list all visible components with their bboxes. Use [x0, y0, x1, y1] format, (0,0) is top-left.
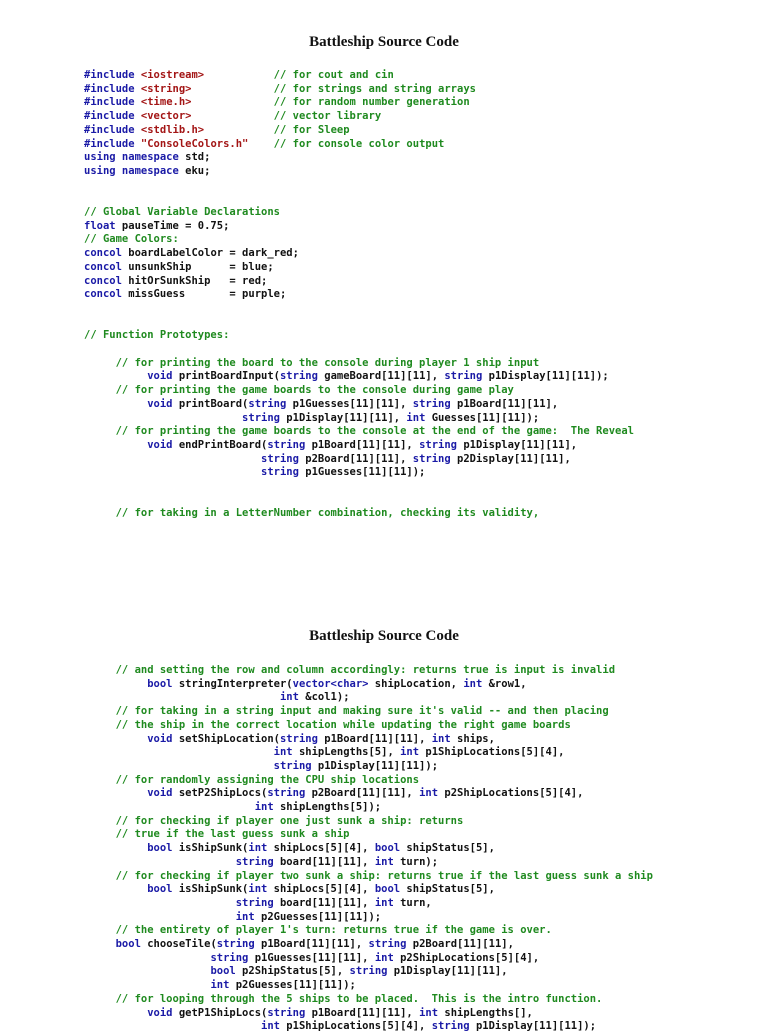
code-line	[84, 370, 609, 384]
code-token: turn);	[393, 855, 439, 868]
code-token	[84, 691, 280, 703]
code-token: <vector>	[140, 110, 192, 123]
code-token: shipLengths[],	[438, 1006, 533, 1019]
code-token: p1Board[11][11],	[305, 1006, 420, 1019]
code-token: int	[210, 979, 230, 992]
code-token: void	[147, 732, 173, 745]
code-token: bool	[147, 842, 173, 855]
code-token: isShipSunk(	[172, 842, 249, 855]
code-token: string	[419, 438, 458, 451]
code-token: p1ShipLocations[5][4],	[279, 1020, 432, 1033]
code-line	[84, 384, 514, 398]
code-token: // true if the last guess sunk a ship	[115, 828, 350, 841]
code-token: #include	[84, 123, 141, 136]
code-token: Guesses[11][11]);	[425, 411, 540, 424]
code-token: concol	[84, 247, 122, 260]
code-token	[84, 412, 242, 424]
code-line	[84, 746, 564, 760]
code-token	[84, 705, 116, 717]
code-token: string	[279, 732, 318, 745]
code-token: void	[147, 370, 173, 383]
code-token: int	[419, 1006, 439, 1019]
code-token: printBoard(	[172, 397, 249, 410]
code-token: // for random number generation	[273, 96, 470, 109]
code-token	[84, 1007, 147, 1019]
code-token: bool	[210, 965, 236, 978]
code-token: shipLocs[5][4],	[267, 842, 375, 855]
code-token	[84, 357, 116, 369]
code-token	[84, 733, 147, 745]
code-token: int	[400, 746, 420, 759]
code-token: shipLengths[5],	[292, 746, 401, 759]
code-line	[84, 705, 609, 719]
code-line	[84, 124, 350, 138]
code-token: getP1ShipLocs(	[172, 1006, 268, 1019]
code-token: string	[368, 938, 407, 950]
code-line	[84, 828, 350, 842]
code-token: // vector library	[273, 110, 382, 123]
code-token: int	[419, 787, 439, 800]
code-token: eku;	[178, 164, 211, 177]
code-token: string	[273, 759, 312, 772]
code-token: stringInterpreter(	[172, 677, 293, 690]
code-token: &row1,	[482, 677, 527, 690]
code-token: p2ShipStatus[5],	[235, 965, 350, 978]
code-token: string	[267, 1006, 306, 1019]
code-token: isShipSunk(	[172, 883, 249, 896]
code-token: string	[242, 411, 280, 424]
code-line	[84, 856, 438, 870]
code-token	[84, 911, 236, 923]
code-token: // for looping through the 5 ships to be placed. This is the intro function.	[115, 992, 603, 1005]
code-token	[191, 83, 273, 95]
code-token: p2Board[11][11],	[298, 452, 413, 465]
code-token: p1Guesses[11][11]);	[298, 466, 426, 479]
code-token: setShipLocation(	[172, 732, 280, 745]
code-token	[84, 453, 261, 465]
code-token: // for printing the game boards to the console during game play	[115, 384, 514, 397]
code-token: concol	[84, 260, 122, 273]
code-token: "ConsoleColors.h"	[140, 137, 249, 150]
code-line	[84, 466, 425, 480]
code-token	[84, 897, 236, 909]
page-title: Battleship Source Code	[309, 34, 459, 50]
code-token: ships,	[450, 732, 495, 745]
code-line	[84, 439, 577, 453]
code-token: // the entirety of player 1's turn: returns true if the game is over.	[115, 924, 552, 937]
code-token: string	[235, 896, 274, 909]
code-token: int	[374, 896, 394, 909]
code-token: string	[261, 466, 299, 479]
code-token: string	[267, 787, 306, 800]
code-token: string	[349, 965, 388, 978]
code-token: int	[254, 801, 274, 813]
code-line	[84, 233, 179, 247]
code-token	[84, 760, 274, 772]
code-line	[84, 993, 602, 1007]
code-token: p1Display[11][11]);	[469, 1020, 597, 1033]
code-token: int	[374, 951, 394, 964]
code-token: concol	[84, 274, 122, 287]
code-token: using namespace	[84, 164, 179, 177]
code-line	[84, 138, 444, 152]
code-token: printBoardInput(	[172, 370, 280, 383]
code-token: string	[431, 1020, 470, 1033]
code-token: p1ShipLocations[5][4],	[419, 746, 565, 759]
code-line	[84, 151, 210, 165]
code-token: p1Guesses[11][11],	[248, 951, 375, 964]
code-token: string	[235, 855, 274, 868]
code-token: vector<char>	[292, 677, 369, 690]
code-token: // for cout and cin	[273, 69, 394, 81]
code-token: p1Display[11][11],	[457, 438, 578, 451]
code-token	[191, 96, 273, 108]
code-line	[84, 288, 286, 302]
code-token: string	[279, 370, 318, 383]
code-token	[84, 719, 116, 731]
code-token: #include	[84, 69, 141, 81]
code-line	[84, 870, 653, 884]
code-token	[84, 938, 116, 950]
code-line	[84, 83, 476, 97]
code-token: void	[147, 1006, 173, 1019]
code-token: <iostream>	[140, 69, 205, 81]
code-line	[84, 206, 280, 220]
code-token: endPrintBoard(	[172, 438, 268, 451]
code-token: p1Board[11][11],	[254, 938, 369, 950]
code-line	[84, 453, 571, 467]
code-token: #include	[84, 110, 141, 123]
code-token: p1Display[11][11],	[387, 965, 508, 978]
code-token: bool	[147, 677, 173, 690]
code-token: gameBoard[11][11],	[317, 370, 445, 383]
code-token: p1Board[11][11],	[450, 397, 559, 410]
code-token: bool	[147, 883, 173, 896]
code-token	[248, 138, 273, 150]
code-token: string	[444, 370, 483, 383]
code-line	[84, 1007, 533, 1021]
code-token: bool	[374, 883, 401, 896]
code-line	[84, 801, 381, 815]
code-line	[84, 678, 527, 692]
code-token: missGuess = purple;	[121, 288, 287, 301]
code-token: &col1);	[298, 691, 350, 704]
code-token: p2Display[11][11],	[450, 452, 571, 465]
code-token: board[11][11],	[273, 896, 375, 909]
code-token	[84, 815, 116, 827]
code-token: chooseTile(	[140, 938, 217, 950]
code-token: string	[210, 951, 249, 964]
code-token: p1Board[11][11],	[317, 732, 432, 745]
code-token: turn,	[393, 896, 432, 909]
code-line	[84, 69, 394, 83]
code-line	[84, 911, 381, 925]
code-token	[84, 883, 147, 895]
code-token: board[11][11],	[273, 855, 375, 868]
code-token: shipLocs[5][4],	[267, 883, 375, 896]
code-token: int	[279, 691, 299, 704]
code-token	[84, 965, 210, 977]
code-token	[84, 370, 147, 382]
code-token: unsunkShip = blue;	[121, 260, 274, 273]
code-token	[84, 870, 116, 882]
code-line	[84, 979, 356, 993]
code-token: int	[235, 910, 255, 923]
code-line	[84, 691, 350, 705]
code-token	[84, 924, 116, 936]
code-token	[84, 425, 116, 437]
code-token: // for checking if player one just sunk a ship: returns	[115, 814, 464, 827]
code-line	[84, 883, 495, 897]
code-token: // for printing the game boards to the console at the end of the game: The Reveal	[115, 425, 634, 438]
code-line	[84, 96, 470, 110]
code-token: <stdlib.h>	[140, 123, 205, 136]
code-token	[84, 439, 147, 451]
code-token: float	[84, 219, 116, 232]
code-token: p1Board[11][11],	[305, 438, 420, 451]
code-token	[84, 801, 255, 813]
code-line	[84, 357, 539, 371]
code-token: // and setting the row and column accordingly: returns true is input is invalid	[115, 664, 616, 676]
code-token: // for randomly assigning the CPU ship locations	[115, 773, 420, 786]
code-token: // for taking in a string input and making sure it's valid -- and then placing	[115, 705, 609, 718]
code-token: using namespace	[84, 151, 179, 164]
code-token: bool	[115, 938, 141, 950]
code-line	[84, 924, 552, 938]
code-token: <string>	[140, 82, 192, 95]
code-token: p1Display[11][11]);	[311, 759, 439, 772]
code-token: shipLengths[5]);	[273, 801, 382, 813]
code-token	[84, 1020, 261, 1032]
code-token: p2ShipLocations[5][4],	[393, 951, 540, 964]
code-token	[204, 69, 274, 81]
code-token: void	[147, 397, 173, 410]
code-token	[84, 842, 147, 854]
code-line	[84, 774, 419, 788]
code-token: int	[273, 746, 293, 759]
code-token	[204, 124, 274, 136]
code-token: string	[261, 452, 299, 465]
code-token	[84, 979, 210, 991]
page-title: Battleship Source Code	[309, 628, 459, 644]
code-token	[84, 746, 274, 758]
code-token: // for printing the board to the console during player 1 ship input	[115, 356, 540, 369]
code-line	[84, 507, 539, 521]
code-line	[84, 165, 210, 179]
code-token	[84, 952, 210, 964]
code-token	[84, 828, 116, 840]
code-line	[84, 815, 463, 829]
code-token: p2Guesses[11][11]);	[254, 910, 382, 923]
code-token: std;	[178, 151, 211, 164]
code-line	[84, 664, 615, 678]
code-token	[84, 787, 147, 799]
code-token: string	[216, 938, 255, 950]
code-line	[84, 247, 299, 261]
code-token: p2Board[11][11],	[406, 938, 514, 950]
code-token: // Function Prototypes:	[84, 329, 230, 342]
code-token: bool	[374, 842, 401, 855]
code-token	[84, 664, 116, 676]
code-line	[84, 110, 381, 124]
code-token: p2ShipLocations[5][4],	[438, 787, 584, 800]
code-line	[84, 220, 229, 234]
code-token	[84, 856, 236, 868]
code-line	[84, 719, 571, 733]
code-token: int	[406, 411, 426, 424]
code-token: #include	[84, 96, 141, 109]
code-token: string	[412, 452, 451, 465]
code-line	[84, 425, 634, 439]
code-token: void	[147, 438, 173, 451]
code-token: // for strings and string arrays	[273, 82, 476, 95]
code-token: int	[374, 855, 394, 868]
code-token: p1Display[11][11]);	[482, 370, 609, 383]
code-line	[84, 261, 274, 275]
code-token: // for checking if player two sunk a ship: returns true if the last guess sunk a ship	[115, 869, 653, 882]
code-line	[84, 787, 583, 801]
code-token: #include	[84, 137, 141, 150]
code-line	[84, 733, 495, 747]
code-token: p2Guesses[11][11]);	[229, 979, 356, 992]
code-token: p1Guesses[11][11],	[286, 397, 413, 410]
code-token: <time.h>	[140, 96, 192, 109]
code-token: string	[248, 397, 287, 410]
code-token: string	[412, 397, 451, 410]
code-token: boardLabelColor = dark_red;	[121, 247, 299, 260]
code-line	[84, 329, 229, 343]
code-token	[84, 774, 116, 786]
code-token: int	[248, 842, 268, 855]
code-line	[84, 965, 508, 979]
code-line	[84, 938, 514, 952]
code-token: // the ship in the correct location while updating the right game boards	[115, 718, 571, 731]
code-token	[84, 507, 116, 519]
code-token: // for Sleep	[273, 123, 350, 136]
code-line	[84, 952, 539, 966]
code-token: string	[267, 438, 306, 451]
code-line	[84, 275, 267, 289]
code-token: int	[431, 732, 451, 745]
code-token: // for taking in a LetterNumber combination, checking its validity,	[115, 507, 540, 520]
code-token: // Game Colors:	[84, 233, 179, 246]
code-token: // for console color output	[273, 137, 445, 150]
code-token: concol	[84, 288, 122, 301]
code-token	[84, 678, 147, 690]
code-token: setP2ShipLocs(	[172, 787, 268, 800]
code-token: shipStatus[5],	[400, 842, 495, 855]
code-token: p2Board[11][11],	[305, 787, 420, 800]
code-token: void	[147, 787, 173, 800]
code-token: pauseTime = 0.75;	[115, 219, 230, 232]
code-line	[84, 412, 539, 426]
code-line	[84, 760, 438, 774]
code-token	[191, 110, 273, 122]
code-token	[84, 466, 261, 478]
code-token: shipLocation,	[368, 677, 464, 690]
code-token: p1Display[11][11],	[279, 411, 407, 424]
code-token	[84, 993, 116, 1005]
code-line	[84, 1020, 596, 1034]
code-token: int	[248, 883, 268, 896]
code-token	[84, 384, 116, 396]
code-token: hitOrSunkShip = red;	[121, 274, 268, 287]
code-token: // Global Variable Declarations	[84, 206, 280, 218]
code-token: #include	[84, 82, 141, 95]
code-token: int	[463, 677, 483, 690]
code-token	[84, 398, 147, 410]
code-token: int	[261, 1020, 280, 1033]
code-line	[84, 897, 432, 911]
code-line	[84, 398, 558, 412]
code-line	[84, 842, 495, 856]
code-token: shipStatus[5],	[400, 883, 495, 896]
